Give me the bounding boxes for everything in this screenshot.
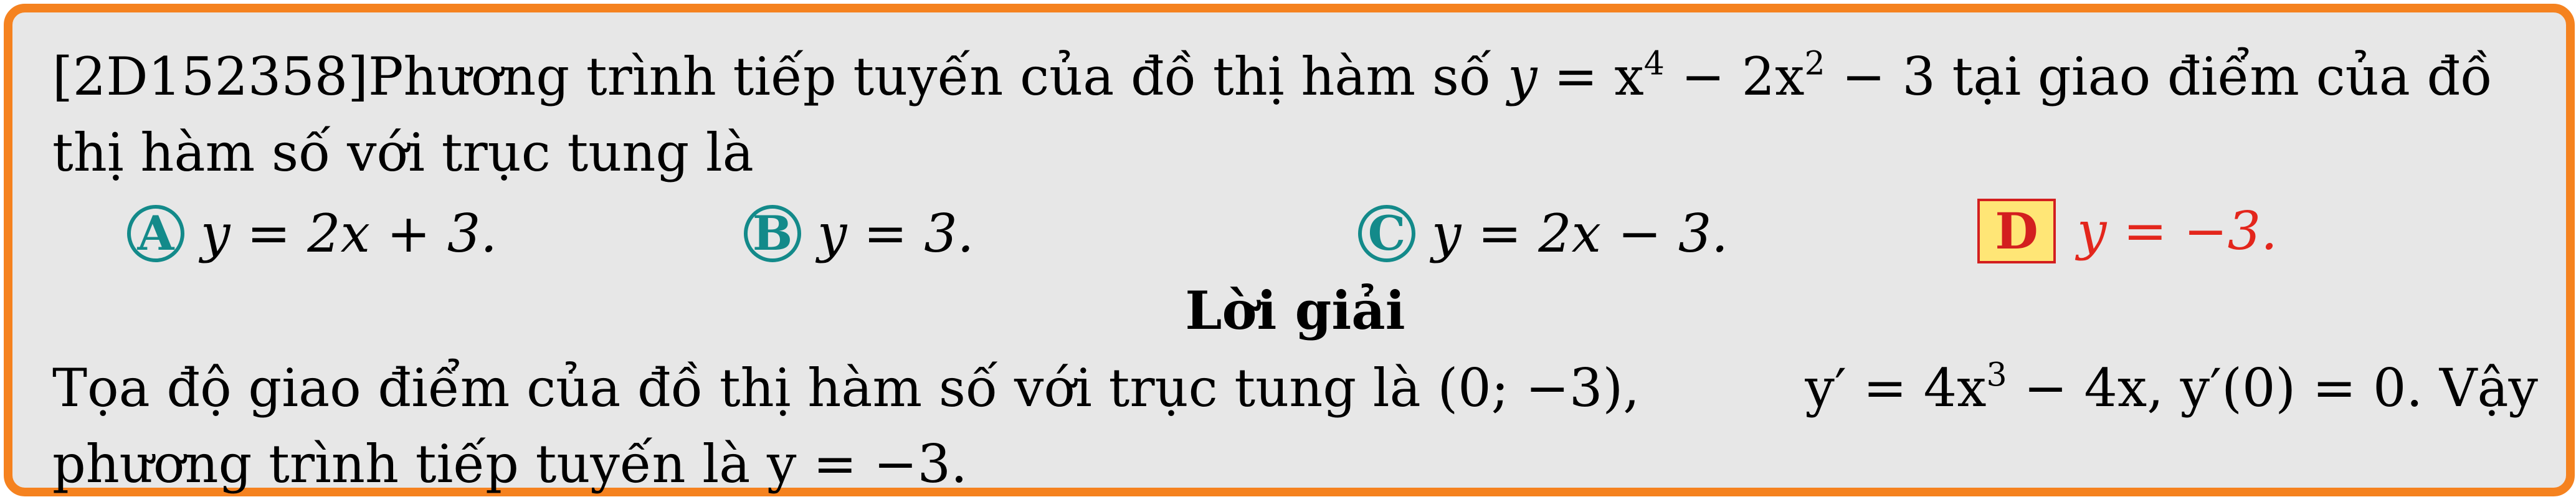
option-c-badge[interactable]: C	[1358, 205, 1415, 262]
option-b-text: y = 3.	[817, 203, 974, 264]
solution-line-1	[52, 350, 2538, 426]
option-c-text: y = 2x − 3.	[1432, 203, 1728, 264]
function-end: − 3	[1825, 46, 1936, 107]
function-eq: = x	[1537, 46, 1644, 107]
question-text-part2: tại giao điểm của đồ	[1935, 46, 2493, 107]
answer-options	[52, 191, 2538, 278]
option-b[interactable]	[744, 196, 974, 272]
option-d-badge[interactable]: D	[1977, 199, 2056, 263]
solution-heading: Lời giải	[1185, 280, 1405, 341]
solution-line-1-c: − 4x, y′(0) = 0. Vậy	[2007, 358, 2538, 419]
question-text-part1: Phương trình tiếp tuyến của đồ thị hàm số	[368, 46, 1508, 107]
solution-exp: 3	[1986, 356, 2007, 394]
solution-line-2: phương trình tiếp tuyến là y = −3.	[52, 433, 967, 495]
function-mid: − 2x	[1664, 46, 1805, 107]
option-a[interactable]	[127, 196, 497, 272]
question-line-2: thị hàm số với trục tung là	[52, 122, 754, 183]
solution-derivative: y′ = 4x	[1805, 358, 1987, 419]
question-card	[4, 4, 2575, 496]
option-d-correct[interactable]	[1977, 193, 2278, 269]
function-lhs: y	[1508, 46, 1538, 107]
function-exp1: 4	[1643, 45, 1665, 83]
question-code: [2D152358]	[52, 46, 368, 107]
option-a-text: y = 2x + 3.	[201, 203, 497, 264]
option-a-badge[interactable]: A	[127, 205, 184, 262]
solution-line-1-a: Tọa độ giao điểm của đồ thị hàm số với trục tung là (0; −3),	[52, 358, 1640, 419]
solution-body	[52, 350, 2538, 502]
option-d-text: y = −3.	[2077, 201, 2278, 262]
option-b-badge[interactable]: B	[744, 205, 801, 262]
question-content	[52, 39, 2538, 502]
solution-line-1-rest	[1805, 350, 2538, 426]
option-c[interactable]	[1358, 196, 1728, 272]
function-exp2: 2	[1804, 45, 1825, 83]
question-line-1	[52, 39, 2538, 115]
